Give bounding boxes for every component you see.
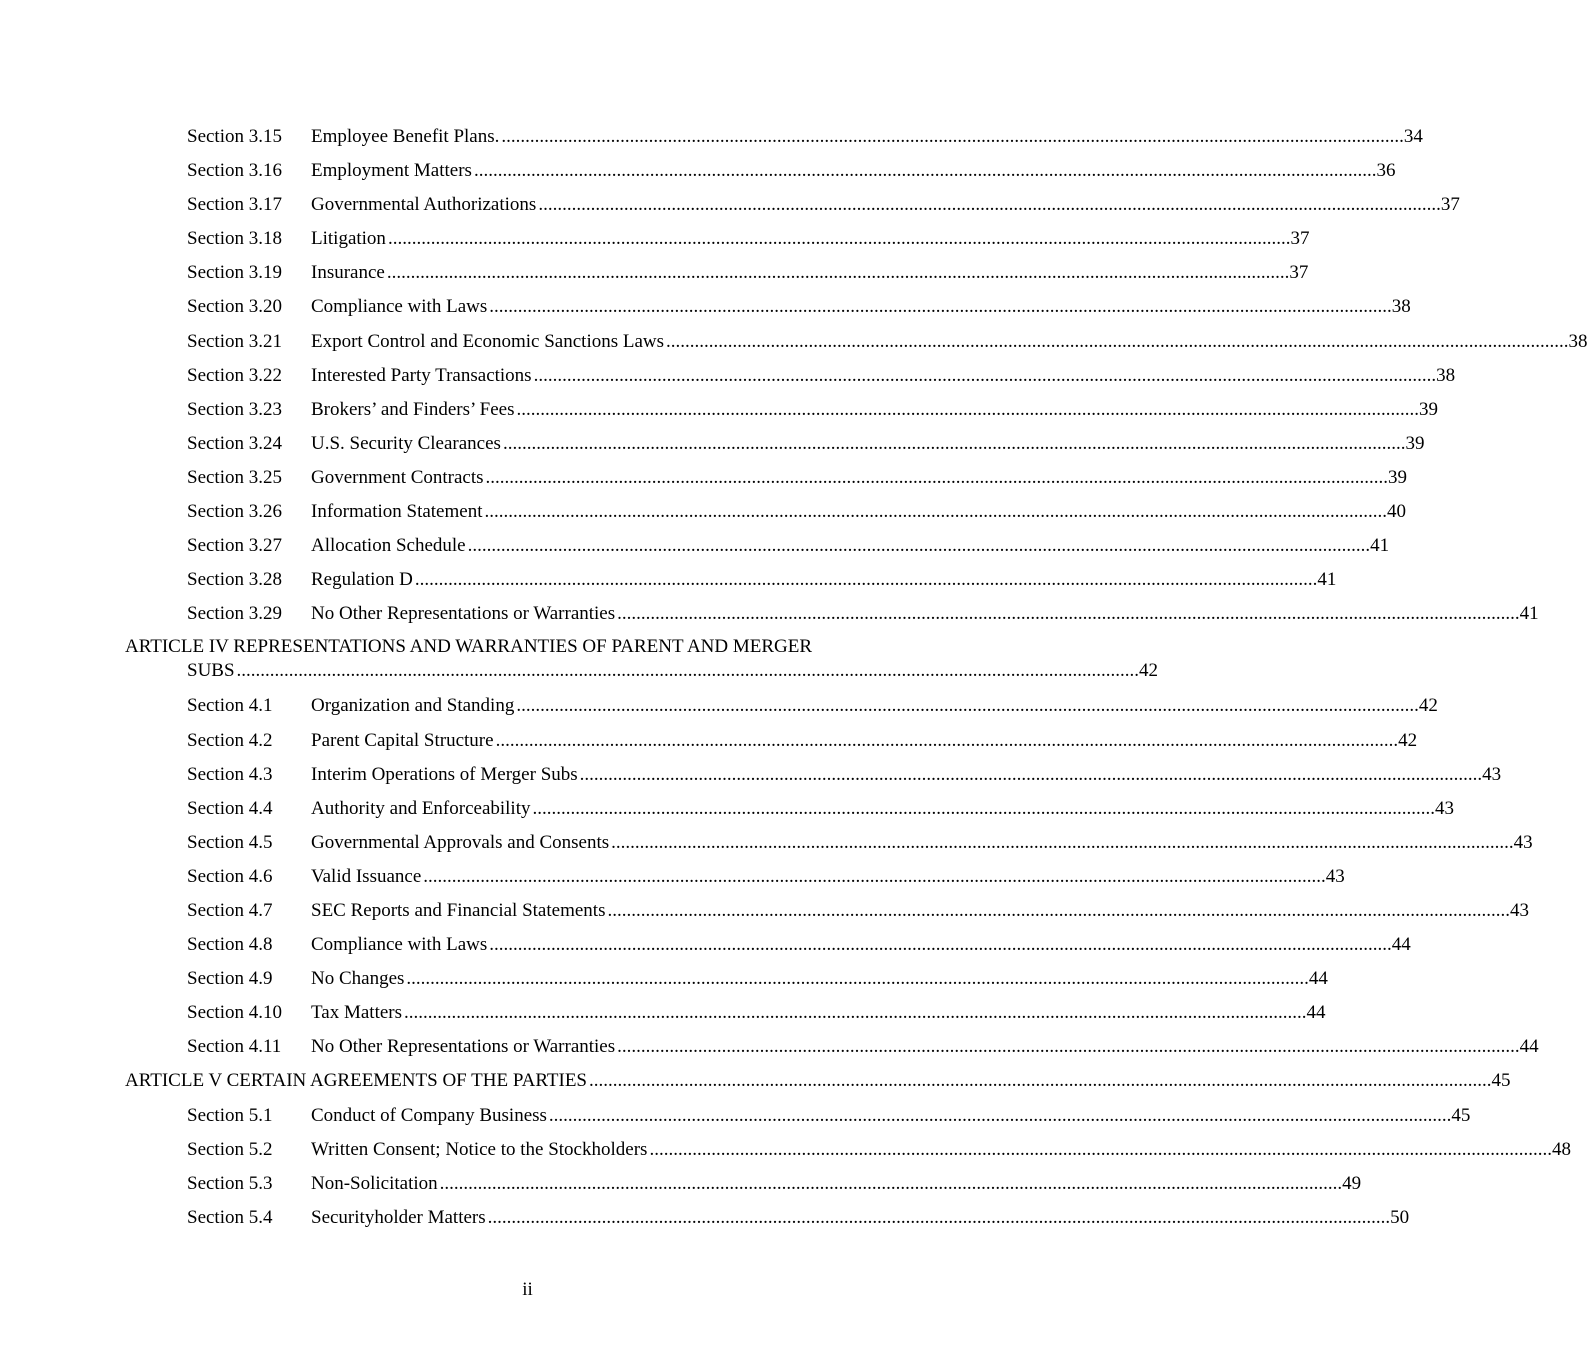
section-title: Brokers’ and Finders’ Fees xyxy=(311,398,515,420)
toc-entry[interactable] xyxy=(0,1032,1539,1066)
section-title: Tax Matters xyxy=(311,1002,403,1024)
section-title: Conduct of Company Business xyxy=(311,1104,547,1126)
toc-entry[interactable] xyxy=(0,726,1418,760)
section-leader-line xyxy=(311,429,1425,459)
section-page-number: 44 xyxy=(1519,1036,1539,1058)
section-page-number: 37 xyxy=(1289,262,1309,284)
section-number: Section 4.8 xyxy=(187,934,273,956)
section-page-number: 49 xyxy=(1342,1172,1362,1194)
section-title: Compliance with Laws xyxy=(311,296,488,318)
section-number: Section 5.2 xyxy=(187,1138,273,1160)
section-number: Section 4.11 xyxy=(187,1036,282,1058)
section-number: Section 4.6 xyxy=(187,865,273,887)
section-number: Section 4.1 xyxy=(187,695,273,717)
section-number: Section 4.5 xyxy=(187,831,273,853)
section-page-number: 43 xyxy=(1325,865,1345,887)
section-page-number: 43 xyxy=(1482,763,1502,785)
section-number: Section 3.25 xyxy=(187,466,282,488)
section-page-number: 42 xyxy=(1398,729,1418,751)
section-number: Section 3.16 xyxy=(187,160,282,182)
section-title: SEC Reports and Financial Statements xyxy=(311,899,606,921)
section-number: Section 3.18 xyxy=(187,228,282,250)
toc-entry[interactable] xyxy=(0,1203,1410,1237)
section-leader-line xyxy=(311,599,1539,629)
toc-entry[interactable] xyxy=(0,760,1502,794)
toc-group-article-iv-sections xyxy=(0,691,1539,1066)
toc-entry[interactable] xyxy=(0,327,1588,361)
section-leader-line xyxy=(311,964,1328,994)
toc-article-v-heading[interactable] xyxy=(0,1066,1511,1100)
section-title: Non-Solicitation xyxy=(311,1172,438,1194)
section-title: No Other Representations or Warranties xyxy=(311,1036,616,1058)
section-page-number: 37 xyxy=(1290,228,1310,250)
section-number: Section 4.3 xyxy=(187,763,273,785)
section-title: Written Consent; Notice to the Stockholders xyxy=(311,1138,648,1160)
article-v-line xyxy=(125,1066,1511,1096)
section-title: Litigation xyxy=(311,228,386,250)
section-number: Section 5.1 xyxy=(187,1104,273,1126)
leader-dots: .............................................................................................................................................................................................. xyxy=(406,968,1309,990)
leader-dots: .............................................................................................................................................................................................. xyxy=(467,535,1371,557)
section-number: Section 5.3 xyxy=(187,1172,273,1194)
leader-dots: .............................................................................................................................................................................................. xyxy=(502,432,1406,454)
leader-dots: .............................................................................................................................................................................................. xyxy=(532,797,1435,819)
leader-dots: .............................................................................................................................................................................................. xyxy=(387,228,1291,250)
section-title: Authority and Enforceability xyxy=(311,797,531,819)
section-number: Section 3.22 xyxy=(187,364,282,386)
section-title: Information Statement xyxy=(311,501,483,523)
section-page-number: 38 xyxy=(1391,296,1411,318)
section-leader-line xyxy=(311,862,1345,892)
section-number: Section 3.29 xyxy=(187,603,282,625)
section-page-number: 36 xyxy=(1376,160,1396,182)
toc-entry[interactable] xyxy=(0,531,1390,565)
section-number: Section 4.2 xyxy=(187,729,273,751)
toc-entry[interactable] xyxy=(0,1135,1571,1169)
section-leader-line xyxy=(311,122,1423,152)
section-page-number: 48 xyxy=(1551,1138,1571,1160)
leader-dots: .............................................................................................................................................................................................. xyxy=(439,1172,1343,1194)
leader-dots: .............................................................................................................................................................................................. xyxy=(617,1036,1520,1058)
toc-entry[interactable] xyxy=(0,190,1460,224)
toc-entry[interactable] xyxy=(0,258,1309,292)
leader-dots: .............................................................................................................................................................................................. xyxy=(501,126,1404,147)
section-page-number: 44 xyxy=(1308,968,1328,990)
section-leader-line xyxy=(311,1203,1410,1233)
section-leader-line xyxy=(311,1135,1571,1165)
toc-entry[interactable] xyxy=(0,463,1408,497)
leader-dots: .............................................................................................................................................................................................. xyxy=(649,1138,1552,1160)
section-title: No Other Representations or Warranties xyxy=(311,603,616,625)
leader-dots: .............................................................................................................................................................................................. xyxy=(487,1206,1391,1228)
section-number: Section 3.28 xyxy=(187,569,282,591)
page-footer-number: ii xyxy=(522,1279,533,1300)
section-leader-line xyxy=(311,691,1438,721)
leader-dots: .............................................................................................................................................................................................. xyxy=(473,160,1377,182)
section-leader-line xyxy=(311,497,1406,527)
section-leader-line xyxy=(311,1169,1362,1199)
toc-entry[interactable] xyxy=(0,691,1438,725)
leader-dots: .............................................................................................................................................................................................. xyxy=(589,1070,1492,1092)
section-leader-line xyxy=(311,327,1588,357)
section-page-number: 34 xyxy=(1403,126,1423,147)
toc-group-article-v-sections xyxy=(0,1101,1571,1237)
leader-dots: .............................................................................................................................................................................................. xyxy=(611,831,1514,853)
table-of-contents xyxy=(0,122,1588,1237)
section-page-number: 50 xyxy=(1390,1206,1410,1228)
section-number: Section 4.10 xyxy=(187,1002,282,1024)
leader-dots: .............................................................................................................................................................................................. xyxy=(484,501,1387,523)
leader-dots: .............................................................................................................................................................................................. xyxy=(485,466,1389,488)
section-leader-line xyxy=(311,1032,1539,1062)
section-page-number: 37 xyxy=(1440,194,1460,216)
toc-entry[interactable] xyxy=(0,497,1406,531)
leader-dots: .............................................................................................................................................................................................. xyxy=(516,695,1419,717)
leader-dots: .............................................................................................................................................................................................. xyxy=(666,330,1569,352)
section-number: Section 4.4 xyxy=(187,797,273,819)
section-leader-line xyxy=(311,156,1396,186)
section-page-number: 39 xyxy=(1419,398,1438,420)
leader-dots: .............................................................................................................................................................................................. xyxy=(516,398,1419,420)
leader-dots: .............................................................................................................................................................................................. xyxy=(404,1002,1307,1024)
section-title: Insurance xyxy=(311,262,385,284)
leader-dots: .............................................................................................................................................................................................. xyxy=(538,194,1441,216)
toc-entry[interactable] xyxy=(0,862,1345,896)
section-number: Section 5.4 xyxy=(187,1206,273,1228)
toc-entry[interactable] xyxy=(0,1169,1362,1203)
toc-entry[interactable] xyxy=(0,429,1425,463)
leader-dots: .............................................................................................................................................................................................. xyxy=(548,1104,1452,1126)
leader-dots: .............................................................................................................................................................................................. xyxy=(579,763,1483,785)
toc-entry[interactable] xyxy=(0,964,1328,998)
toc-entry[interactable] xyxy=(0,794,1454,828)
leader-dots: .............................................................................................................................................................................................. xyxy=(386,262,1290,284)
toc-entry[interactable] xyxy=(0,565,1337,599)
section-title: Export Control and Economic Sanctions Laws xyxy=(311,330,665,352)
section-leader-line xyxy=(311,828,1533,858)
toc-entry[interactable] xyxy=(0,896,1529,930)
section-leader-line xyxy=(311,998,1326,1028)
section-leader-line xyxy=(311,760,1502,790)
section-leader-line xyxy=(311,190,1460,220)
section-number: Section 3.15 xyxy=(187,126,282,147)
section-leader-line xyxy=(311,1101,1471,1131)
section-page-number: 41 xyxy=(1370,535,1390,557)
toc-entry[interactable] xyxy=(0,599,1539,633)
section-page-number: 45 xyxy=(1451,1104,1471,1126)
section-leader-line xyxy=(311,565,1337,595)
section-number: Section 4.9 xyxy=(187,968,273,990)
section-page-number: 39 xyxy=(1405,432,1425,454)
section-title: No Changes xyxy=(311,968,405,990)
section-number: Section 3.23 xyxy=(187,398,282,420)
toc-entry[interactable] xyxy=(0,224,1310,258)
section-page-number: 42 xyxy=(1418,695,1438,717)
section-page-number: 41 xyxy=(1519,603,1539,625)
toc-entry[interactable] xyxy=(0,828,1533,862)
section-number: Section 3.20 xyxy=(187,296,282,318)
section-title: Organization and Standing xyxy=(311,695,515,717)
section-title: Interim Operations of Merger Subs xyxy=(311,763,578,785)
article-iv-title-line1: ARTICLE IV REPRESENTATIONS AND WARRANTIES OF PARENT AND MERGER xyxy=(125,636,813,658)
toc-entry[interactable] xyxy=(0,1101,1471,1135)
leader-dots: .............................................................................................................................................................................................. xyxy=(607,899,1510,921)
article-iv-page-number: 42 xyxy=(1139,660,1159,682)
leader-dots: .............................................................................................................................................................................................. xyxy=(495,729,1399,751)
section-number: Section 3.24 xyxy=(187,432,282,454)
section-leader-line xyxy=(311,292,1411,322)
section-number: Section 3.17 xyxy=(187,194,282,216)
section-title: Securityholder Matters xyxy=(311,1206,486,1228)
leader-dots: .............................................................................................................................................................................................. xyxy=(533,364,1437,386)
leader-dots: .............................................................................................................................................................................................. xyxy=(489,934,1392,956)
section-leader-line xyxy=(311,531,1390,561)
section-number: Section 3.26 xyxy=(187,501,282,523)
section-title: Allocation Schedule xyxy=(311,535,466,557)
leader-dots: .............................................................................................................................................................................................. xyxy=(236,660,1140,682)
leader-dots: .............................................................................................................................................................................................. xyxy=(414,569,1318,591)
article-iv-title-continued: SUBS xyxy=(187,660,235,682)
section-leader-line xyxy=(311,258,1309,288)
section-leader-line xyxy=(311,930,1411,960)
section-title: Regulation D xyxy=(311,569,413,591)
section-page-number: 38 xyxy=(1568,330,1588,352)
section-leader-line xyxy=(311,463,1408,493)
section-number: Section 3.27 xyxy=(187,535,282,557)
section-page-number: 43 xyxy=(1513,831,1533,853)
section-page-number: 43 xyxy=(1509,899,1529,921)
toc-entry[interactable] xyxy=(0,156,1396,190)
section-title: U.S. Security Clearances xyxy=(311,432,501,454)
section-number: Section 3.21 xyxy=(187,330,282,352)
section-title: Parent Capital Structure xyxy=(311,729,494,751)
section-page-number: 40 xyxy=(1386,501,1406,523)
section-title: Governmental Approvals and Consents xyxy=(311,831,610,853)
article-v-page-number: 45 xyxy=(1491,1070,1511,1092)
article-v-title: ARTICLE V CERTAIN AGREEMENTS OF THE PARTIES xyxy=(125,1070,588,1092)
section-leader-line xyxy=(311,224,1310,254)
section-leader-line xyxy=(311,896,1529,926)
section-title: Governmental Authorizations xyxy=(311,194,537,216)
section-page-number: 44 xyxy=(1391,934,1411,956)
section-page-number: 39 xyxy=(1388,466,1408,488)
toc-article-iv-heading[interactable] xyxy=(0,633,1159,691)
section-title: Valid Issuance xyxy=(311,865,422,887)
section-title: Compliance with Laws xyxy=(311,934,488,956)
section-number: Section 3.19 xyxy=(187,262,282,284)
toc-entry[interactable] xyxy=(0,395,1438,429)
section-page-number: 41 xyxy=(1317,569,1337,591)
section-leader-line xyxy=(311,794,1454,824)
toc-entry[interactable] xyxy=(0,292,1411,326)
section-title: Interested Party Transactions xyxy=(311,364,532,386)
section-number: Section 4.7 xyxy=(187,899,273,921)
toc-entry[interactable] xyxy=(0,122,1423,156)
toc-entry[interactable] xyxy=(0,361,1456,395)
toc-group-article-iii-sections xyxy=(0,122,1588,633)
leader-dots: .............................................................................................................................................................................................. xyxy=(617,603,1520,625)
section-leader-line xyxy=(311,361,1456,391)
section-page-number: 38 xyxy=(1436,364,1456,386)
article-iv-title-line2 xyxy=(187,659,1159,683)
section-title: Employment Matters xyxy=(311,160,472,182)
section-page-number: 44 xyxy=(1306,1002,1326,1024)
toc-entry[interactable] xyxy=(0,998,1326,1032)
section-leader-line xyxy=(311,726,1418,756)
leader-dots: .............................................................................................................................................................................................. xyxy=(423,865,1326,887)
section-title: Government Contracts xyxy=(311,466,484,488)
section-title: Employee Benefit Plans. xyxy=(311,126,500,147)
section-leader-line xyxy=(311,395,1438,425)
section-page-number: 43 xyxy=(1435,797,1454,819)
toc-entry[interactable] xyxy=(0,930,1411,964)
leader-dots: .............................................................................................................................................................................................. xyxy=(489,296,1392,318)
